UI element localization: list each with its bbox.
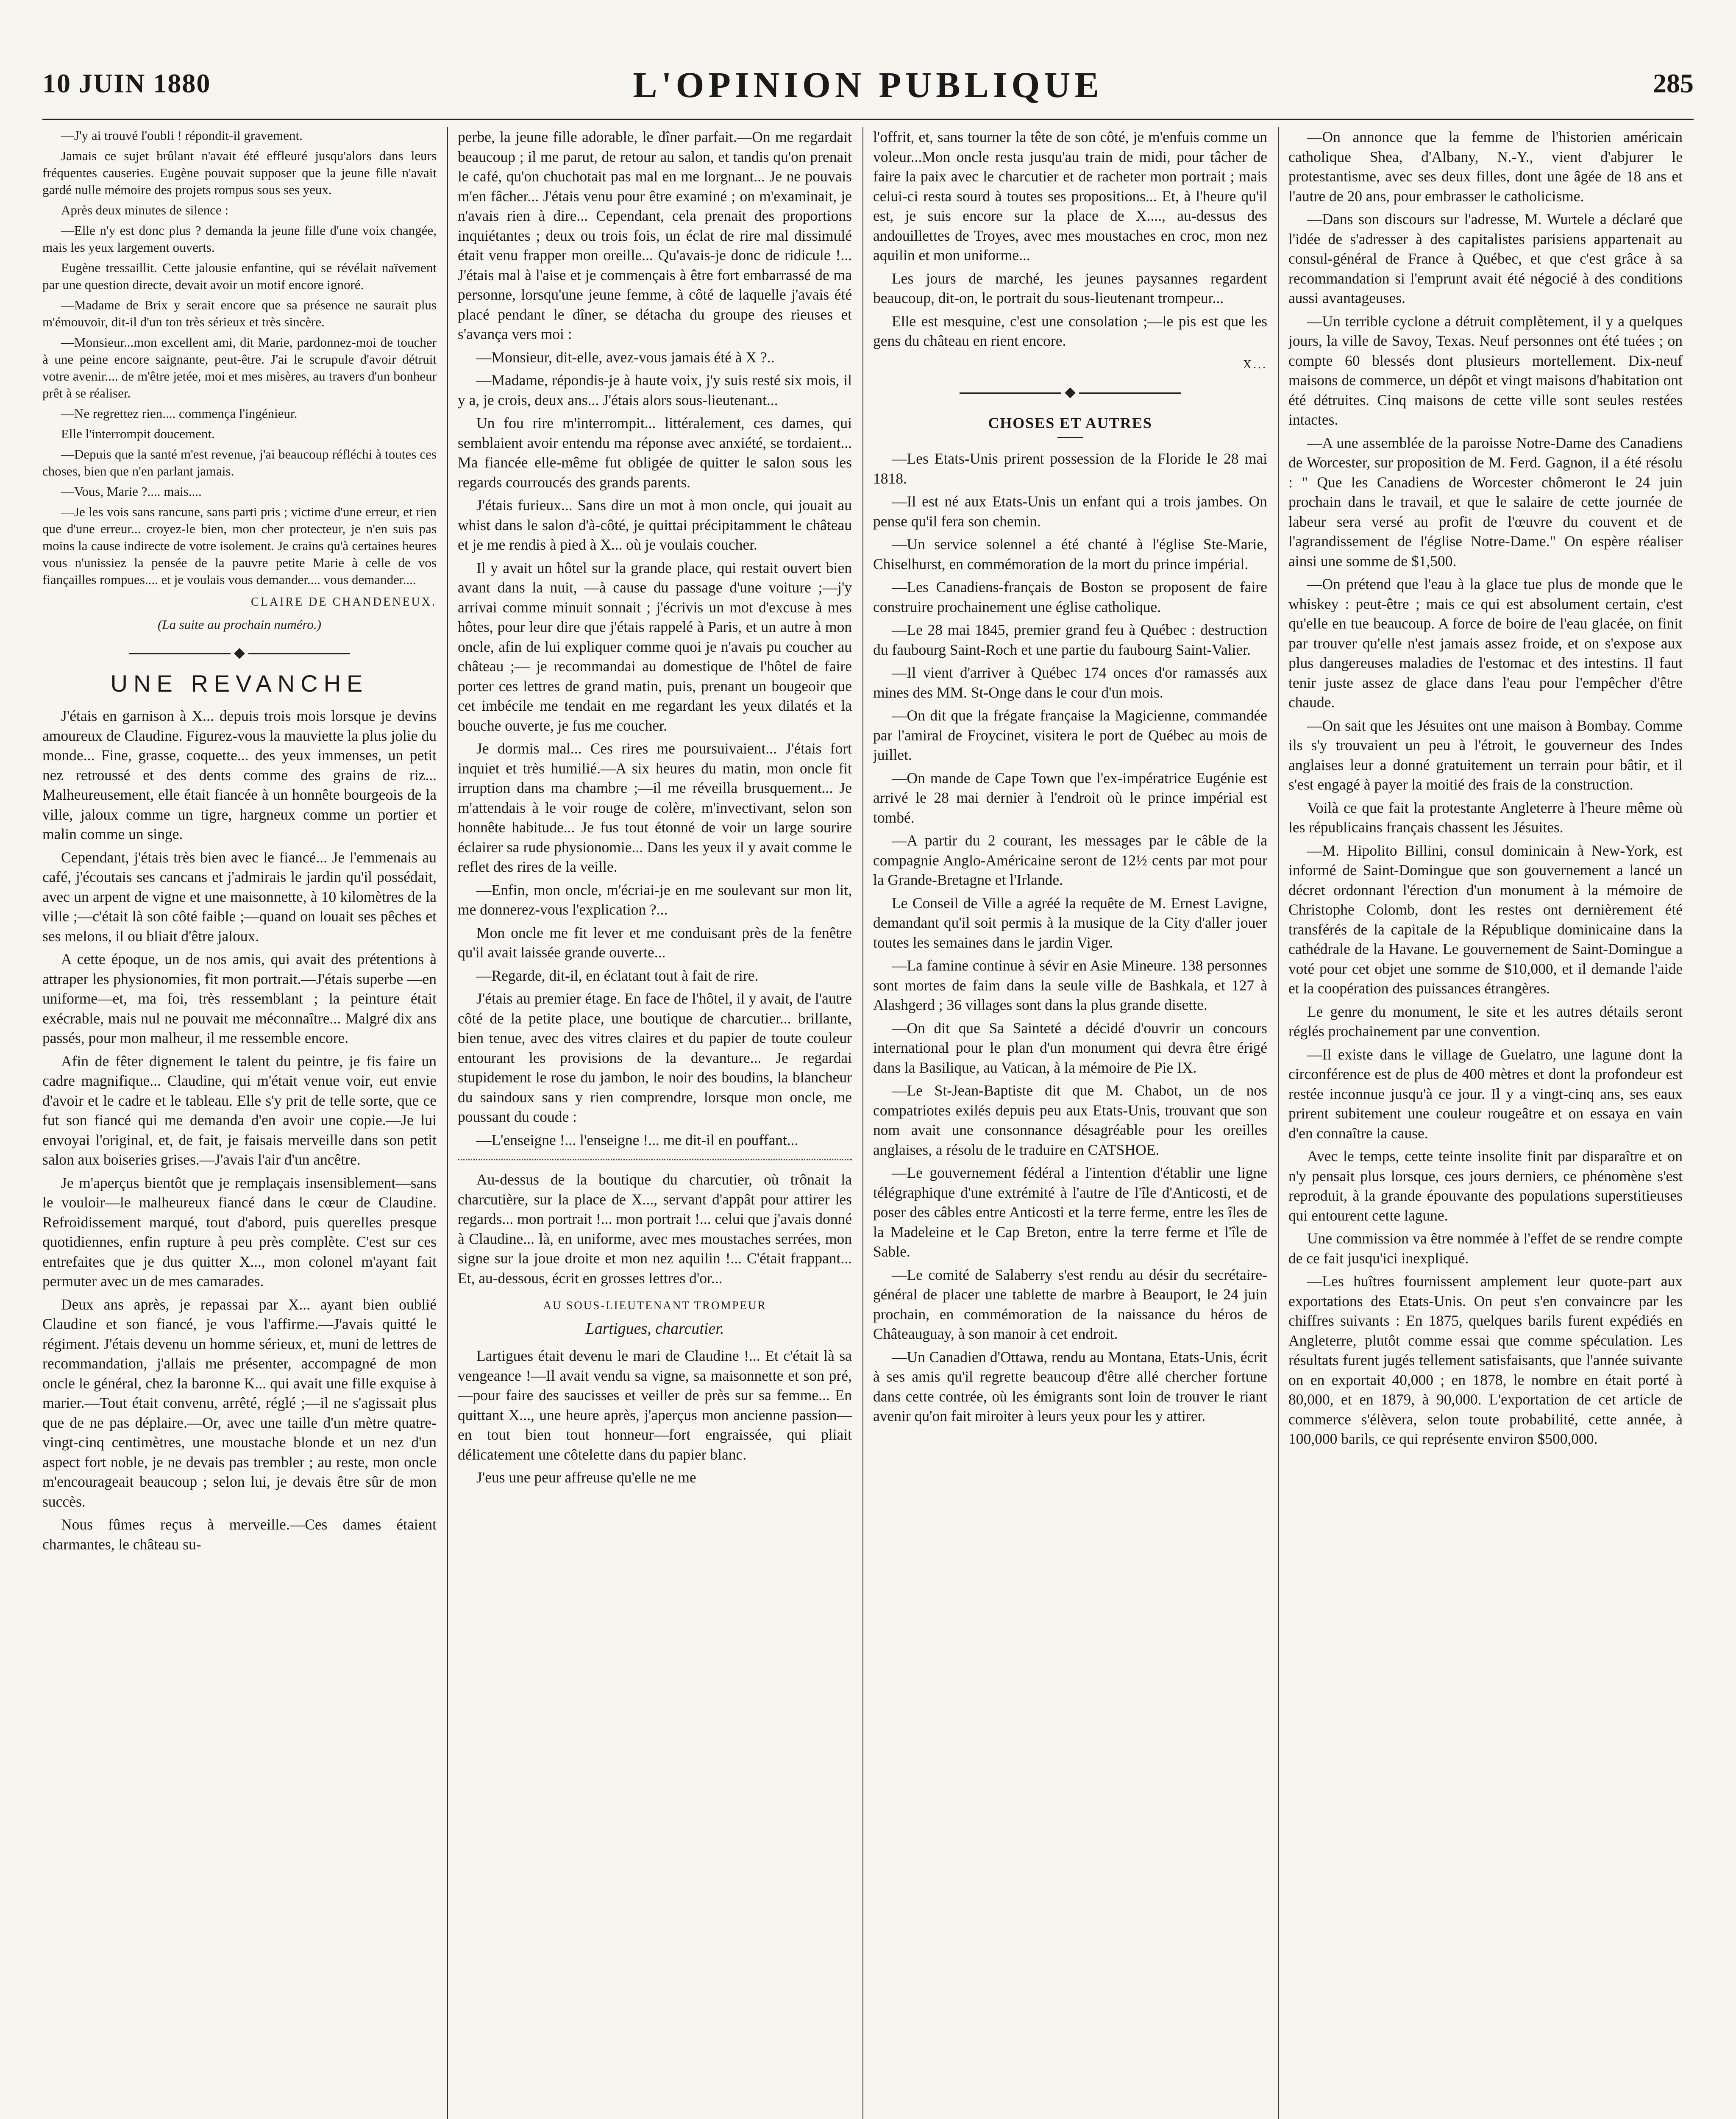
news-item: —On sait que les Jésuites ont une maison à Bombay. Comme ils s'y trouvaient un peu à l'étroit, le gouverneur des Indes anglaises leur a donné gratuitement un terrain pour bâtir, et il s'est engagé à payer la moitié des frais de la construction. <box>1288 717 1683 793</box>
news-item: —On dit que Sa Sainteté a décidé d'ouvrir un concours international pour le plan d'un monument qui devra être érigé dans la Basilique, au Vatican, à la mémoire de Pie IX. <box>873 1019 1267 1076</box>
news-item: Le Conseil de Ville a agréé la requête de M. Ernest Lavigne, demandant qu'il soit permis à la musique de la City d'aller jouer toutes les semaines dans le jardin Viger. <box>873 894 1267 951</box>
paragraph: —L'enseigne !... l'enseigne !... me dit-il en pouffant... <box>476 1131 798 1148</box>
section-ornament <box>873 382 1267 402</box>
paragraph: l'offrit, et, sans tourner la tête de son côté, je m'enfuis comme un voleur...Mon oncle resta jusqu'au train de midi, pour tâcher de faire la paix avec le charcutier et de racheter mon portrait ; mais celui-ci resta sourd à toutes ses propositions... Et, à l'heure qu'il est, je suis encore sur la place de X...., au-dessus des andouillettes de Troyes, avec mes moustaches en croc, mon nez aquilin et mon uniforme... <box>873 128 1267 264</box>
column-divider <box>447 127 448 2119</box>
news-item: —Un Canadien d'Ottawa, rendu au Montana, Etats-Unis, écrit à ses amis qu'il regrette beaucoup d'être allé chercher fortune dans cette contrée, où les émigrants sont loin de trouver le riant avenir qu'on fait miroiter à leurs yeux pour les y attirer. <box>873 1348 1267 1424</box>
newspaper-title: L'OPINION PUBLIQUE <box>633 64 1103 105</box>
paragraph: —Ne regrettez rien.... commença l'ingénieur. <box>61 406 298 421</box>
news-item: —Il est né aux Etats-Unis un enfant qui a trois jambes. On pense qu'il fera son chemin. <box>873 493 1267 530</box>
column-divider <box>862 127 863 2119</box>
news-item: —On dit que la frégate française la Magicienne, commandée par l'amiral de Froycinet, visitera le port de Québec au mois de juillet. <box>873 707 1267 763</box>
paragraph: Au-dessus de la boutique du charcutier, où trônait la charcutière, sur la place de X..., servant d'appât pour attirer les regards... mon portrait !... mon portrait !... celui que j'avais donné à Claudine... là, en uniforme, avec mes moustaches serrées, mon signe sur la joue droite et mon nez aquilin !... C'était frappant... Et, au-dessous, écrit en grosses lettres d'or... <box>458 1171 852 1287</box>
news-item: —Le comité de Salaberry s'est rendu au désir du secrétaire-général de placer une tablette de marbre à Beauport, le 24 juin prochain, en commémoration de la naissance du héros de Châteauguay, à son manoir à cet endroit. <box>873 1266 1267 1342</box>
column-3 <box>873 127 1267 2119</box>
paragraph: Je dormis mal... Ces rires me poursuivaient... J'étais fort inquiet et très humilié.—A six heures du matin, mon oncle fit irruption dans ma chambre ;—il me réveilla brusquement... Je m'attendais à le voir rouge de colère, m'invectivant, selon son honnête habitude... Je fus tout étonné de voir un large sourire éclairer sa rude physionomie... Dans les yeux il y avait comme le reflet des rires de la veille. <box>458 740 852 875</box>
story-signature: X... <box>1243 358 1267 371</box>
news-item: —Le gouvernement fédéral a l'intention d'établir une ligne télégraphique d'une extrémité à l'autre de l'île d'Anticosti, et de poser des câbles entre Anticosti et la terre ferme, entre les îles de la Madeleine et le Cap Breton, entre la terre ferme et l'île de Sable. <box>873 1164 1267 1260</box>
news-item: —M. Hipolito Billini, consul dominicain à New-York, est informé de Saint-Domingue que son gouvernement a lancé un décret ordonnant l'érection d'un monument à la mémoire de Christophe Colomb, dont les restes ont dernièrement été transférés de la capitale de la République dominicaine dans la cathédrale de la Havane. Le gouvernement de Saint-Domingue a voté pour cet objet une somme de $10,000, et il demande l'aide et la coopération des puissances étrangères. <box>1288 842 1683 997</box>
news-item: —Un service solennel a été chanté à l'église Ste-Marie, Chiselhurst, en commémoration de la mort du prince impérial. <box>873 536 1267 573</box>
shop-sign-line: AU SOUS-LIEUTENANT TROMPEUR <box>543 1299 767 1312</box>
paragraph: —Enfin, mon oncle, m'écriai-je en me soulevant sur mon lit, me donnerez-vous l'explication ?... <box>458 881 852 918</box>
paragraph: —Depuis que la santé m'est revenue, j'ai beaucoup réfléchi à toutes ces choses, bien que n'en parlant jamais. <box>42 447 437 478</box>
feuilleton-ending <box>42 127 437 588</box>
paragraph: J'étais au premier étage. En face de l'hôtel, il y avait, de l'autre côté de la petite place, une boutique de charcutier... brillante, bien tenue, avec des vitres claires et du papier de toute couleur entourant les provisions de la devanture... Je regardai stupidement le rose du jambon, le noir des boudins, la blancheur du saindoux sans y rien comprendre, lorsque mon oncle, me poussant du coude : <box>458 990 852 1125</box>
news-item: —On mande de Cape Town que l'ex-impératrice Eugénie est arrivé le 28 mai dernier à l'endroit où le prince impérial est tombé. <box>873 769 1267 826</box>
header-rule <box>42 119 1694 120</box>
paragraph: —Vous, Marie ?.... mais.... <box>61 484 202 499</box>
paragraph: Mon oncle me fit lever et me conduisant près de la fenêtre qu'il avait laissée grande ouverte... <box>458 924 852 961</box>
news-item: —Il existe dans le village de Guelatro, une lagune dont la circonférence est de plus de 400 mètres et dont la profondeur est restée inconnue jusqu'à ce jour. Il y a vingt-cinq ans, ses eaux prirent subitement une couleur rougeâtre et on essaya en vain d'en connaître la cause. <box>1288 1046 1683 1142</box>
page-number: 285 <box>1653 68 1694 98</box>
paragraph: Deux ans après, je repassai par X... ayant bien oublié Claudine et son fiancé, je vous l'affirme.—J'avais quitté le régiment. J'étais devenu un homme sérieux, et, muni de lettres de recommandation, j'allais me présenter, accompagné de mon oncle le général, chez la baronne K... qui avait une fille exquise à marier.—Tout était convenu, arrêté, réglé ;—il ne s'agissait plus que de ne pas déplaire.—Or, avec une taille d'un mètre quatre-vingt-cinq centimètres, une moustache blonde et un nez d'un aspect fort noble, je ne devais pas trembler ; au reste, mon oncle m'encourageait beaucoup ; selon lui, je devais être sûr de mon succès. <box>42 1296 437 1510</box>
issue-date: 10 JUIN 1880 <box>42 68 211 98</box>
news-item: —Les Canadiens-français de Boston se proposent de faire construire prochainement une église catholique. <box>873 578 1267 615</box>
news-item: —La famine continue à sévir en Asie Mineure. 138 personnes sont mortes de faim dans la seule ville de Bashkala, et 127 à Alashgerd ; 36 villages sont dans la plus grande disette. <box>873 957 1267 1013</box>
short-rule <box>1057 437 1083 438</box>
news-item: Voilà ce que fait la protestante Angleterre à l'heure même où les républicains français chassent les Jésuites. <box>1288 799 1683 836</box>
news-item: —Les Etats-Unis prirent possession de la Floride le 28 mai 1818. <box>873 450 1267 487</box>
news-item: —On prétend que l'eau à la glace tue plus de monde que le whiskey : peut-être ; mais ce qui est absolument certain, c'est qu'elle en tue beaucoup. A force de boire de l'eau glacée, on finit par trouver qu'elle n'est jamais assez froide, et on s'expose aux plus dangereuses maladies de l'estomac et des intestins. Il faut tenir juste assez de glace dans l'eau pour l'empêcher d'être chaude. <box>1288 576 1683 711</box>
column-divider <box>1278 127 1279 2119</box>
paragraph: —Regarde, dit-il, en éclatant tout à fait de rire. <box>476 967 759 984</box>
author-signature: CLAIRE DE CHANDENEUX. <box>251 595 437 609</box>
paragraph: Il y avait un hôtel sur la grande place, qui restait ouvert bien avant dans la nuit, —à cause du passage d'une voiture ;—j'y arrivai comme minuit sonnait ; j'écrivis un mot d'excuse à mes hôtes, pour leur dire que j'étais rappelé à Paris, et un autre à mon oncle, afin de lui expliquer comme quoi je n'avais pu coucher au château ;— je recommandai au domestique de l'hôtel de faire porter ces lettres de grand matin, puis, prenant un bougeoir que cet imbécile me tendait en me regardant les yeux dilatés et la bouche ouverte, je fus me coucher. <box>458 559 852 734</box>
paragraph: Elle est mesquine, c'est une consolation ;—le pis est que les gens du château en rient encore. <box>873 312 1267 349</box>
paragraph: Elle l'interrompit doucement. <box>61 426 215 441</box>
shop-sign-name: Lartigues, charcutier. <box>585 1319 724 1338</box>
column-4 <box>1288 127 1683 2119</box>
story-title: UNE REVANCHE <box>110 670 369 697</box>
paragraph: A cette époque, un de nos amis, qui avait des prétentions à attraper les physionomies, fit mon portrait.—J'étais superbe —en uniforme—et, ma foi, très ressemblant ; la peinture était exécrable, mais nul ne pouvait me méconnaître... Malgré dix ans passés, pour mon malheur, il me ressemble encore. <box>42 951 437 1046</box>
paragraph: Eugène tressaillit. Cette jalousie enfantine, qui se révélait naïvement par une question directe, devait avoir un motif encore ignoré. <box>42 260 437 292</box>
news-item: —Un terrible cyclone a détruit complètement, il y a quelques jours, la ville de Savoy, Texas. Neuf personnes ont été tuées ; on compte 60 blessés dont plusieurs mortellement. Dix-neuf maisons de commerce, un dépôt et vingt maisons d'habitation ont été détruites. Cinq maisons de cette ville sont seules restées intactes. <box>1288 312 1683 428</box>
paragraph: J'eus une peur affreuse qu'elle ne me <box>476 1469 696 1486</box>
paragraph: Après deux minutes de silence : <box>61 203 229 217</box>
column-1 <box>42 127 437 2119</box>
paragraph: Un fou rire m'interrompit... littéralement, ces dames, qui semblaient avoir entendu ma réponse avec anxiété, se tordaient... Ma fiancée elle-même fut obligée de quitter le salon sous les regards courroucés des grands parents. <box>458 414 852 491</box>
paragraph: perbe, la jeune fille adorable, le dîner parfait.—On me regardait beaucoup ; il me parut, de retour au salon, et tandis qu'on prenait le café, qu'on chuchotait pas mal en me lorgnant... Je ne pouvais m'en fâcher... J'étais venu pour être examiné ; on m'examinait, je n'avais rien à dire... Cependant, cela prenait des proportions inquiétantes ; deux ou trois fois, un éclat de rire mal dissimulé était venu frapper mon oreille... Qu'avais-je donc de ridicule !... J'étais mal à l'aise et je commençais à être fort embarrassé de ma personne, lorsqu'une jeune femme, à côté de laquelle j'avais été placé pendant le dîner, se détacha du groupe des rieuses et s'avança vers moi : <box>458 128 852 342</box>
paragraph: —Elle n'y est donc plus ? demanda la jeune fille d'une voix changée, mais les yeux largement ouverts. <box>42 223 437 255</box>
paragraph: —J'y ai trouvé l'oubli ! répondit-il gravement. <box>61 128 303 143</box>
paragraph: —Madame, répondis-je à haute voix, j'y suis resté six mois, il y a, je crois, deux ans... J'étais alors sous-lieutenant... <box>458 372 852 409</box>
news-item: —Il vient d'arriver à Québec 174 onces d'or ramassés aux mines des MM. St-Onge dans le cour d'un mois. <box>873 664 1267 701</box>
paragraph: Lartigues était devenu le mari de Claudine !... Et c'était là sa vengeance !—Il avait vendu sa vigne, sa maisonnette et son pré,—pour faire des saucisses et veiller de près sur sa femme... En quittant X..., une heure après, j'aperçus mon ancienne passion—en tout bien tout honneur—fort engraissée, qui pliait délicatement une côtelette dans du papier blanc. <box>458 1347 852 1463</box>
news-item: Avec le temps, cette teinte insolite finit par disparaître et on n'y pensait plus lorsque, ces jours derniers, ce phénomène s'est reproduit, à la grande épouvante des populations superstitieuses qui entourent cette lagune. <box>1288 1148 1683 1224</box>
news-item: —A partir du 2 courant, les messages par le câble de la compagnie Anglo-Américaine seront de 12½ cents par mot pour la Grande-Bretagne et l'Irlande. <box>873 832 1267 888</box>
paragraph: Cependant, j'étais très bien avec le fiancé... Je l'emmenais au café, j'écoutais ses cancans et j'admirais le jardin qu'il possédait, avec un arpent de vigne et une maisonnette, à 10 kilomètres de la ville ;—c'était là son côté faible ;—quand on louait ses pêches et ses melons, il ou bliait d'être jaloux. <box>42 848 437 945</box>
paragraph: Les jours de marché, les jeunes paysannes regardent beaucoup, dit-on, le portrait du sous-lieutenant trompeur... <box>873 270 1267 306</box>
paragraph: Afin de fêter dignement le talent du peintre, je fis faire un cadre magnifique... Claudine, qui m'était venue voir, eut envie d'avoir et le cadre et le tableau. Elle s'y prit de telle sorte, que ce fut son fiancé qui me demanda d'en avoir une copie.—Je lui envoyai l'original, et, de fait, je faisais merveille dans son petit salon aux boiseries grises.—J'avais l'air d'un ancêtre. <box>42 1052 437 1168</box>
paragraph: —Monsieur...mon excellent ami, dit Marie, pardonnez-moi de toucher à une peine encore saignante, peut-être. J'ai le scrupule d'avoir détruit votre avenir.... de m'être jetée, moi et mes misères, au travers d'un bonheur prêt à se réaliser. <box>42 335 437 400</box>
section-title: CHOSES ET AUTRES <box>988 414 1152 431</box>
paragraph: —Je les vois sans rancune, sans parti pris ; victime d'une erreur, et rien que d'une erreur... croyez-le bien, mon cher protecteur, je n'en suis pas moins la cause indirecte de votre isolement. Je crains qu'à certaines heures vous n'unissiez la pensée de la pauvre petite Marie à celle de vos fiançailles rompues.... et je voulais vous demander.... vous demander.... <box>42 504 437 587</box>
news-item: —Dans son discours sur l'adresse, M. Wurtele a déclaré que l'idée de s'adresser à des capitalistes parisiens appartenait au consul-général de France à Québec, et que c'est grâce à sa recommandation si l'emprunt avait été négocié à des conditions aussi avantageuses. <box>1288 211 1683 306</box>
news-item: Le genre du monument, le site et les autres détails seront réglés prochainement par une convention. <box>1288 1003 1683 1040</box>
news-item: —Les huîtres fournissent amplement leur quote-part aux exportations des Etats-Unis. On peut s'en convaincre par les chiffres suivants : En 1875, quelques barils furent expédiés en Angleterre, plutôt comme essai que comme spéculation. Les résultats furent jugés tellement satisfaisants, que l'année suivante on en exportait 40,000 ; en 1878, le nombre en était porté à 80,000, et en 1879, à 90,000. L'exportation de cet article de commerce s'élèvera, selon toute probabilité, cette année, à 100,000 barils, ce qui représente environ $500,000. <box>1288 1273 1683 1447</box>
news-item: Une commission va être nommée à l'effet de se rendre compte de ce fait jusqu'ici inexpliqué. <box>1288 1230 1683 1267</box>
section-ornament <box>42 643 437 663</box>
paragraph: Jamais ce sujet brûlant n'avait été effleuré jusqu'alors dans leurs fréquentes causeries. Eugène pouvait supposer que la jeune fille n'avait gardé nulle mémoire des projets rompus sous ses yeux. <box>42 148 437 197</box>
paragraph: —Monsieur, dit-elle, avez-vous jamais été à X ?.. <box>476 348 775 366</box>
dotted-separator <box>458 1159 852 1160</box>
news-item: —A une assemblée de la paroisse Notre-Dame des Canadiens de Worcester, sur proposition de M. Ferd. Gagnon, il a été résolu : " Que les Canadiens de Worcester chômeront le 24 juin prochain dans le travail, et que le salaire de cette journée de labeur sera versé au profit de l'œuvre du couvent et de l'agrandissement de l'église Notre-Dame." On espère réaliser ainsi une somme de $1,500. <box>1288 434 1683 570</box>
paragraph: Nous fûmes reçus à merveille.—Ces dames étaient charmantes, le château su- <box>42 1516 437 1553</box>
column-2 <box>458 127 852 2119</box>
paragraph: Je m'aperçus bientôt que je remplaçais insensiblement—sans le vouloir—le malheureux fiancé dans le cœur de Claudine. Refroidissement marqué, tout d'abord, puis querelles presque quotidiennes, enfin rupture à peu près complète. C'est sur ces entrefaites que je dus quitter X..., mon colonel m'ayant fait permuter avec un de mes camarades. <box>42 1174 437 1290</box>
news-item: —Le St-Jean-Baptiste dit que M. Chabot, un de nos compatriotes exilés depuis peu aux Etats-Unis, trouvant que son nom avait une consonnance désagréable pour les oreilles anglaises, a résolu de le traduire en CATSHOE. <box>873 1082 1267 1158</box>
continuation-note: (La suite au prochain numéro.) <box>157 617 322 632</box>
paragraph: —Madame de Brix y serait encore que sa présence ne saurait plus m'émouvoir, dit-il d'un ton très sérieux et très sincère. <box>42 298 437 329</box>
news-item: —Le 28 mai 1845, premier grand feu à Québec : destruction du faubourg Saint-Roch et une partie du faubourg Saint-Valier. <box>873 621 1267 658</box>
paragraph: J'étais en garnison à X... depuis trois mois lorsque je devins amoureux de Claudine. Figurez-vous la mauviette la plus jolie du monde... Fine, grasse, coquette... des yeux immenses, un petit nez retroussé et des dents comme des grains de riz... Malheureusement, elle était fiancée à un honnête bourgeois de la ville, jaloux comme un tigre, hargneux comme un portier et malin comme un singe. <box>42 707 437 843</box>
paragraph: J'étais furieux... Sans dire un mot à mon oncle, qui jouait au whist dans le salon d'à-côté, je quittai précipitamment le château et je me rendis à pied à X... où je voulais coucher. <box>458 497 852 553</box>
news-item: —On annonce que la femme de l'historien américain catholique Shea, d'Albany, N.-Y., vient d'abjurer le protestantisme, avec ses deux filles, dont une âgée de 18 ans et l'autre de 20 ans, pour embrasser le catholicisme. <box>1288 128 1683 205</box>
masthead <box>42 64 1694 114</box>
